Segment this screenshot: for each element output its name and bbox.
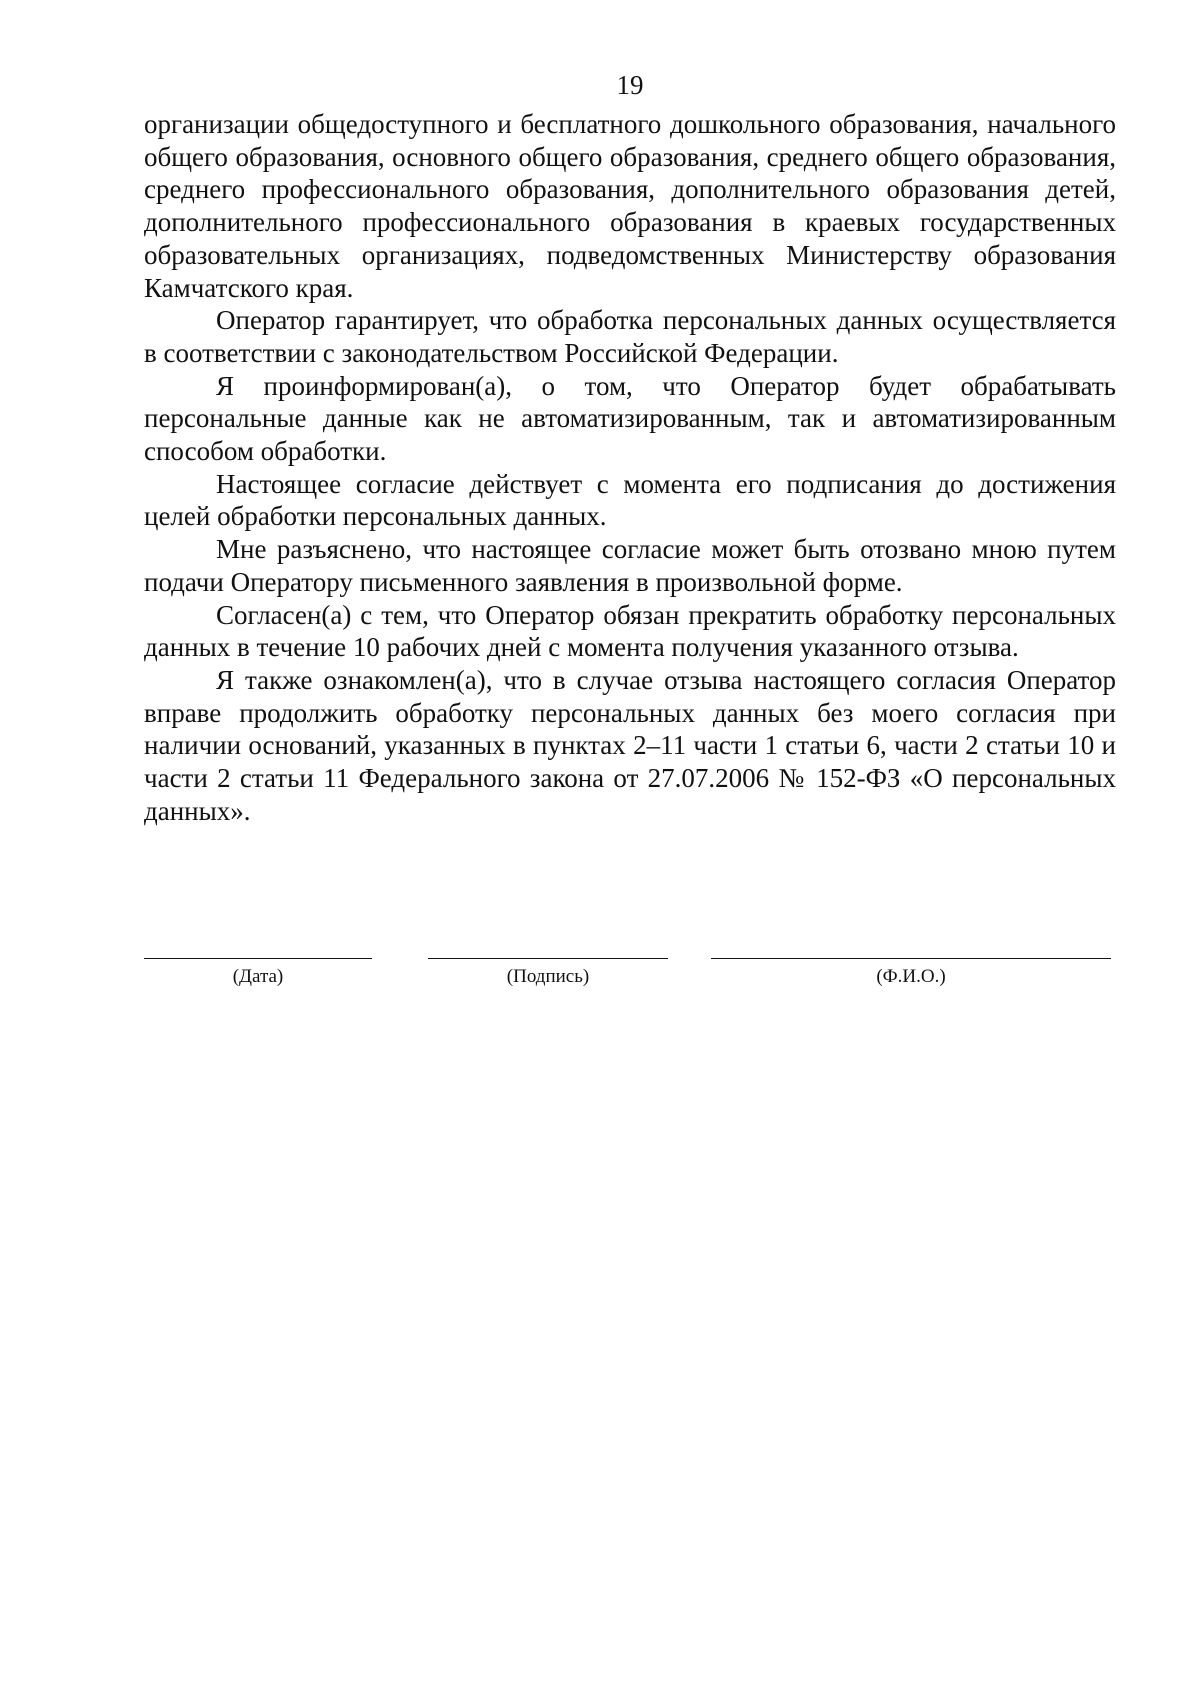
document-body bbox=[144, 108, 1116, 827]
name-label: (Ф.И.О.) bbox=[876, 966, 946, 987]
date-label: (Дата) bbox=[232, 966, 284, 987]
signature-block bbox=[0, 948, 1200, 1008]
signature-label: (Подпись) bbox=[506, 966, 590, 987]
paragraph-termination: Согласен(а) с тем, что Оператор обязан прекратить обработку персональных данных в течение 10 рабочих дней с момента получения указанного отзыва. bbox=[144, 599, 1116, 663]
name-line bbox=[711, 958, 1111, 959]
paragraph-consent-validity: Настоящее согласие действует с момента его подписания до достижения целей обработки персональных данных. bbox=[144, 468, 1116, 532]
page-number: 19 bbox=[616, 70, 644, 100]
paragraph-withdrawal: Мне разъяснено, что настоящее согласие может быть отозвано мною путем подачи Оператору письменного заявления в произвольной форме. bbox=[144, 534, 1116, 597]
paragraph-operator-guarantee: Оператор гарантирует, что обработка персональных данных осуществляется в соответствии с законодательством Российской Федерации. bbox=[144, 305, 1116, 368]
paragraph-processing-method: Я проинформирован(а), о том, что Оператор будет обрабатывать персональные данные как не автоматизированным, так и автоматизированным способом обработки. bbox=[144, 370, 1116, 467]
paragraph-continued-processing: Я также ознакомлен(а), что в случае отзыва настоящего согласия Оператор вправе продолжить обработку персональных данных без моего согласия при наличии оснований, указанных в пунктах 2–11 части 1 статьи 6, части 2 статьи 10 и части 2 статьи 11 Федерального закона от 27.07.2006 № 152-ФЗ «О персональных данных». bbox=[144, 664, 1116, 826]
signature-line bbox=[428, 958, 668, 959]
paragraph-organizations: организации общедоступного и бесплатного дошкольного образования, начального общего образования, основного общего образования, среднего общего образования, среднего профессионального образования, дополнительного образования детей, дополнительного профессионального образования в краевых государственных образовательных организациях, подведомственных Министерству образования Камчатского края. bbox=[144, 109, 1116, 303]
date-line bbox=[144, 958, 372, 959]
